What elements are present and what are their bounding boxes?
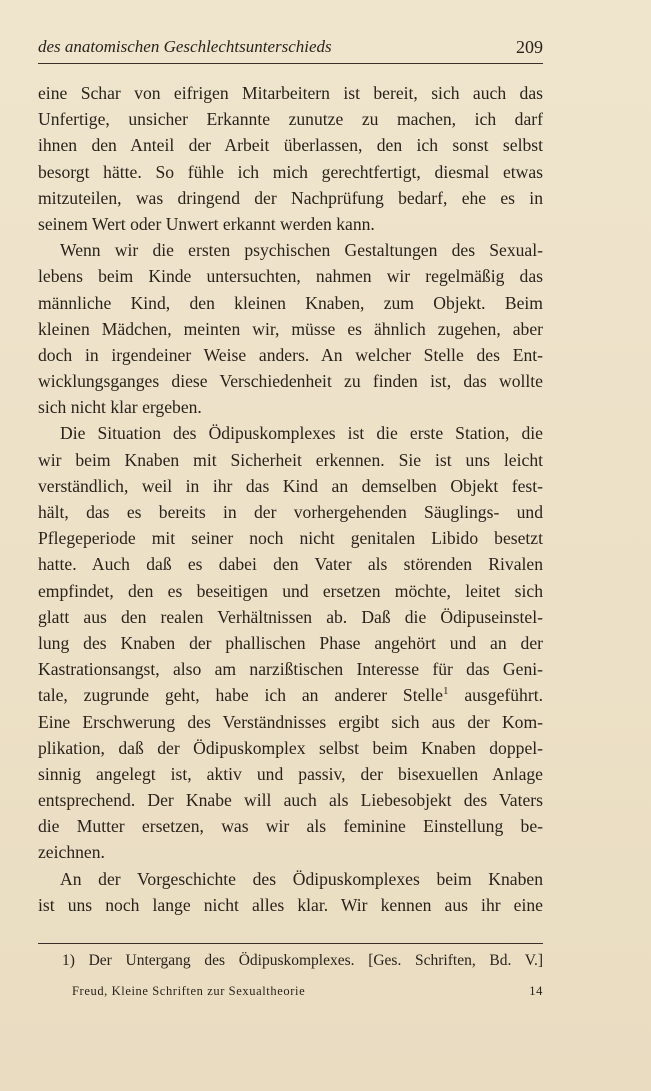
text-line: sinnig angelegt ist, aktiv und passiv, der bisexuellen Anlage [38,763,543,784]
text-line: wir beim Knaben mit Sicherheit erkennen. Sie ist uns leicht [38,449,543,470]
text-line: hatte. Auch daß es dabei den Vater als störenden Rivalen [38,554,543,575]
text-line: sich nicht klar ergeben. [38,397,202,418]
text-line: kleinen Mädchen, meinten wir, müsse es ähnlich zugehen, aber [38,318,543,339]
text-line: ist uns noch lange nicht alles klar. Wir kennen aus ihr eine [38,894,543,915]
footnote: 1) Der Untergang des Ödipuskomplexes. [Ges. Schriften, Bd. V.] [62,952,543,969]
text-line: Kastrationsangst, also am narzißtischen Interesse für das Geni- [38,659,543,680]
text-line: lung des Knaben der phallischen Phase angehört und an der [38,632,543,653]
text-line: wicklungsganges diese Verschiedenheit zu finden ist, das wollte [38,371,543,392]
text-line: hält, das es bereits in der vorhergehenden Säuglings- und [38,502,543,522]
text-line-start: tale, zugrunde geht, habe ich an anderer Stelle [38,685,443,706]
text-line: zeichnen. [38,842,105,863]
text-line: verständlich, weil in ihr das Kind an demselben Objekt fest- [38,475,543,496]
text-line: Pflegeperiode mit seiner noch nicht genitalen Libido besetzt [38,528,543,549]
text-line: glatt aus den realen Verhältnissen ab. Daß die Ödipuseinstel- [38,606,543,627]
body-text [38,80,543,918]
text-line: empfindet, den es beseitigen und ersetzen möchte, leitet sich [38,580,543,601]
footnote-marker: 1 [442,685,449,698]
text-line: seinem Wert oder Unwert erkannt werden kann. [38,213,375,234]
text-line: besorgt hätte. So fühle ich mich gerechtfertigt, diesmal etwas [38,161,543,182]
text-line: plikation, daß der Ödipuskomplex selbst beim Knaben doppel- [38,737,543,758]
header-rule [38,63,543,64]
text-line: die Mutter ersetzen, was wir als feminine Einstellung be- [38,816,543,837]
text-line: männliche Kind, den kleinen Knaben, zum Objekt. Beim [38,292,543,313]
text-line: entsprechend. Der Knabe will auch als Liebesobjekt des Vaters [38,790,543,811]
footnote-rule [38,943,543,944]
signature-mark: 14 [529,984,543,998]
text-line: mitzuteilen, was dringend der Nachprüfung bedarf, ehe es in [38,187,543,208]
text-line-with-footnote [38,682,543,708]
text-line: Unfertige, unsicher Erkannte zunutze zu machen, ich darf [38,109,543,130]
text-line: ihnen den Anteil der Arbeit überlassen, den ich sonst selbst [38,135,543,156]
footer [72,982,543,1000]
text-line: Die Situation des Ödipuskomplexes ist die erste Station, die [60,423,543,444]
footer-imprint: Freud, Kleine Schriften zur Sexualtheorie [72,984,306,998]
page-number: 209 [516,37,543,57]
running-title: des anatomischen Geschlechtsunterschieds [38,37,332,56]
running-head [38,36,543,58]
text-line: Wenn wir die ersten psychischen Gestaltungen des Sexual- [60,240,543,261]
text-line: doch in irgendeiner Weise anders. An welcher Stelle des Ent- [38,344,543,365]
text-line-end: ausgeführt. [448,685,543,706]
text-line: lebens beim Kinde untersuchten, nahmen wir regelmäßig das [38,266,543,287]
text-line: eine Schar von eifrigen Mitarbeitern ist bereit, sich auch das [38,83,543,103]
text-line: Eine Erschwerung des Verständnisses ergibt sich aus der Kom- [38,711,543,732]
text-line: An der Vorgeschichte des Ödipuskomplexes beim Knaben [60,868,543,889]
